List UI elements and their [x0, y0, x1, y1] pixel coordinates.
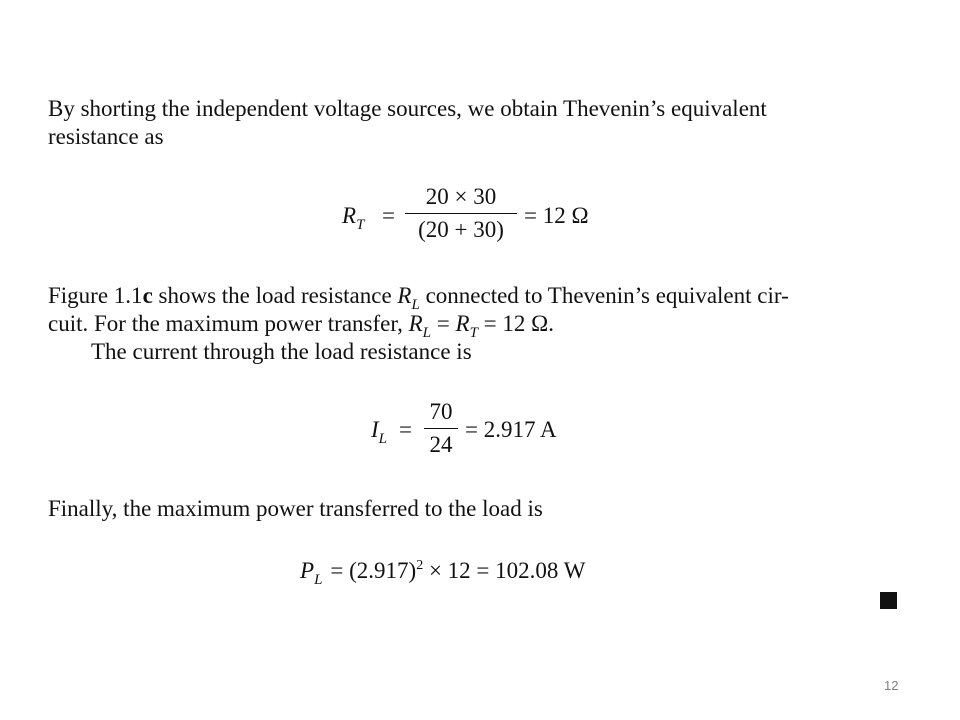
pl-symbol: P: [300, 558, 315, 583]
paragraph-intro-line-1: [48, 95, 767, 122]
paragraph-load-line-1: [48, 282, 789, 313]
p2-text-a: Figure 1.1: [48, 283, 143, 308]
pl-expr-a: = (2.917): [330, 558, 417, 583]
end-of-example-square-icon: [880, 592, 897, 609]
equation-rt-result: [524, 203, 589, 229]
pl-subscript: L: [314, 572, 323, 588]
equation-il-lhs: [371, 417, 388, 447]
paragraph-intro-line-2: [48, 123, 164, 150]
p3-text: Finally, the maximum power transferred to the load is: [48, 496, 543, 521]
paragraph-intro-text-1: By shorting the independent voltage sources, we obtain Thevenin’s equivalent: [48, 96, 767, 121]
paragraph-load-line-3: [91, 338, 472, 365]
p2-line2-text-a: cuit. For the maximum power transfer,: [48, 311, 409, 336]
pl-exponent: 2: [416, 558, 424, 573]
paragraph-intro-text-2: resistance as: [48, 124, 164, 149]
equation-il-result: [465, 417, 557, 443]
paragraph-load-line-2: [48, 310, 554, 341]
equation-il-equals: [399, 417, 412, 443]
equation-load-power: [300, 558, 586, 588]
equation-il-fraction: [424, 399, 458, 458]
equation-rt-equals: [382, 203, 395, 229]
p2-line2-eq: =: [431, 311, 456, 336]
il-numerator: 70: [429, 399, 453, 424]
rt-denominator: (20 + 30): [418, 217, 504, 242]
p2-var-r-sub: L: [411, 297, 420, 313]
il-denominator: 24: [429, 432, 453, 457]
pl-expr-b: × 12 = 102.08 W: [423, 558, 586, 583]
rt-equals-sign: =: [382, 203, 395, 228]
il-fraction-bar: [424, 428, 458, 429]
equation-rt-fraction: [405, 184, 517, 243]
rt-result-value: = 12 Ω: [524, 203, 589, 228]
slide-page-number: 12: [884, 678, 899, 693]
p2-line2-rt: R: [455, 311, 470, 336]
rt-symbol: R: [342, 203, 357, 228]
p2-text-c: connected to Thevenin’s equivalent cir-: [419, 283, 789, 308]
p2-line3-text: The current through the load resistance is: [91, 339, 472, 364]
p2-var-r: R: [397, 283, 412, 308]
p2-line2-rt-sub: T: [469, 325, 478, 341]
p2-line2-rl-sub: L: [422, 325, 432, 341]
rt-subscript: T: [356, 217, 365, 233]
paragraph-power-line: [48, 495, 543, 522]
p2-text-b: shows the load resistance: [152, 283, 398, 308]
il-equals-sign: =: [399, 417, 412, 442]
p2-line2-rl: R: [408, 311, 423, 336]
equation-rt-lhs: [342, 203, 365, 233]
rt-numerator: 20 × 30: [425, 184, 497, 209]
il-result-value: = 2.917 A: [465, 417, 557, 442]
il-subscript: L: [378, 431, 388, 447]
rt-fraction-bar: [405, 213, 517, 214]
il-symbol: I: [371, 417, 379, 442]
p2-bold-c: c: [142, 283, 153, 308]
p2-line2-text-b: = 12 Ω.: [477, 311, 554, 336]
